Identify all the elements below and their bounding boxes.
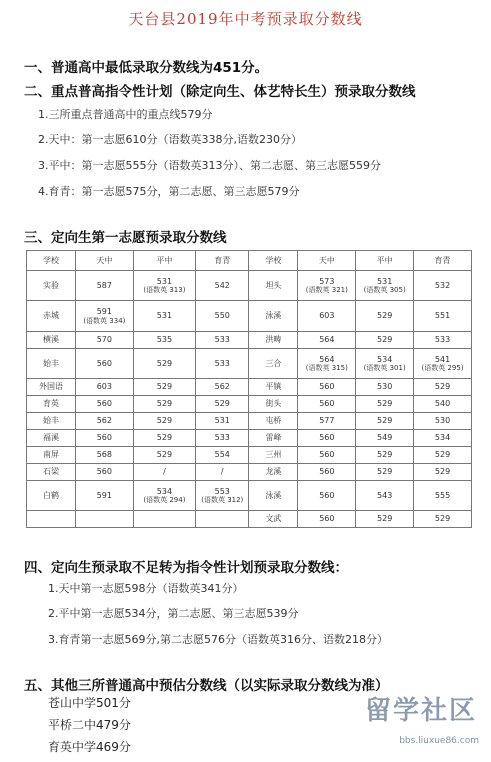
cell-value: 530 bbox=[434, 416, 451, 426]
table-cell bbox=[249, 480, 298, 510]
table-cell bbox=[75, 378, 133, 395]
cell-value: 实验 bbox=[42, 281, 59, 291]
cell-value: 560 bbox=[319, 490, 335, 500]
table-cell bbox=[133, 446, 195, 463]
table-cell bbox=[27, 412, 76, 429]
cell-value: 529 bbox=[156, 399, 173, 409]
table-cell bbox=[414, 378, 472, 395]
table-cell bbox=[27, 429, 76, 446]
table-header-cell: 天中 bbox=[75, 251, 133, 271]
cell-value: 泳溪 bbox=[265, 311, 282, 321]
cell-value: 560 bbox=[96, 467, 112, 477]
cell-value: / bbox=[220, 467, 224, 477]
table-cell bbox=[196, 348, 249, 378]
table-cell bbox=[133, 395, 195, 412]
table-cell bbox=[75, 510, 133, 527]
table-row bbox=[27, 348, 472, 378]
table-cell bbox=[414, 348, 472, 378]
table-cell bbox=[75, 480, 133, 510]
table-cell bbox=[414, 463, 472, 480]
table-cell bbox=[356, 271, 414, 301]
table-cell bbox=[298, 412, 356, 429]
section-5-heading: 五、其他三所普通高中预估分数线（以实际录取分数线为准） bbox=[24, 678, 389, 694]
cell-value: 560 bbox=[319, 467, 335, 477]
cell-value: 591 bbox=[96, 307, 112, 317]
table-cell bbox=[75, 429, 133, 446]
table-cell bbox=[249, 446, 298, 463]
cell-value: 街头 bbox=[265, 399, 282, 409]
cell-value: 568 bbox=[96, 450, 112, 460]
cell-value: 603 bbox=[319, 311, 335, 321]
table-row bbox=[27, 480, 472, 510]
table-cell bbox=[27, 510, 76, 527]
table-header-row bbox=[27, 251, 472, 271]
table-cell bbox=[27, 348, 76, 378]
table-row bbox=[27, 510, 472, 527]
cell-value: 529 bbox=[377, 467, 393, 477]
table-cell bbox=[133, 271, 195, 301]
table-cell bbox=[298, 429, 356, 446]
cell-value: 577 bbox=[319, 416, 335, 426]
table-cell bbox=[249, 510, 298, 527]
cell-value: 屯桥 bbox=[265, 416, 282, 426]
cell-value: 562 bbox=[96, 416, 112, 426]
section-4-heading: 四、定向生预录取不足转为指令性计划预录取分数线： bbox=[24, 560, 348, 576]
table-cell bbox=[27, 378, 76, 395]
table-cell bbox=[414, 412, 472, 429]
cell-value: 564 bbox=[319, 354, 335, 364]
cell-value: 560 bbox=[319, 450, 335, 460]
cell-value: 560 bbox=[96, 399, 112, 409]
table-cell bbox=[356, 510, 414, 527]
cell-value: 529 bbox=[156, 416, 173, 426]
cell-value: 533 bbox=[214, 358, 230, 368]
cell-value: 551 bbox=[434, 311, 451, 321]
cell-value: 560 bbox=[319, 433, 335, 443]
section-4-item: 3.育青第一志愿569分,第二志愿576分（语数英316分、语数218分） bbox=[48, 633, 388, 646]
cell-value: 591 bbox=[96, 490, 112, 500]
cell-value: 平镇 bbox=[265, 382, 282, 392]
score-table bbox=[26, 250, 472, 528]
cell-subscore: (语数英 321) bbox=[305, 286, 348, 295]
table-cell bbox=[356, 348, 414, 378]
cell-value: 529 bbox=[156, 358, 173, 368]
table-cell bbox=[298, 378, 356, 395]
table-cell bbox=[196, 463, 249, 480]
table-cell bbox=[414, 301, 472, 331]
cell-value: 529 bbox=[377, 450, 393, 460]
cell-value: 531 bbox=[214, 416, 230, 426]
cell-value: 坦头 bbox=[265, 281, 282, 291]
cell-value: 531 bbox=[377, 277, 393, 287]
cell-value: 533 bbox=[214, 335, 230, 345]
table-cell bbox=[196, 271, 249, 301]
cell-value: 533 bbox=[434, 335, 451, 345]
cell-value: 535 bbox=[156, 335, 173, 345]
cell-value: 529 bbox=[377, 416, 393, 426]
cell-value: 530 bbox=[377, 382, 393, 392]
table-cell bbox=[249, 395, 298, 412]
cell-value: 560 bbox=[96, 433, 112, 443]
table-cell bbox=[133, 331, 195, 348]
table-cell bbox=[298, 480, 356, 510]
cell-value: 531 bbox=[156, 277, 173, 287]
cell-value: 560 bbox=[319, 382, 335, 392]
table-cell bbox=[298, 301, 356, 331]
table-cell bbox=[75, 412, 133, 429]
table-cell bbox=[414, 446, 472, 463]
cell-value: 泳溪 bbox=[265, 490, 282, 500]
cell-value: 532 bbox=[434, 281, 451, 291]
cell-value: 533 bbox=[214, 433, 230, 443]
table-header-cell: 学校 bbox=[27, 251, 76, 271]
cell-subscore: (语数英 294) bbox=[143, 495, 186, 504]
cell-subscore: (语数英 295) bbox=[421, 363, 464, 372]
table-cell bbox=[414, 429, 472, 446]
table-header-cell: 平中 bbox=[356, 251, 414, 271]
section-1-heading: 一、普通高中最低录取分数线为451分。 bbox=[24, 60, 269, 76]
table-cell bbox=[249, 301, 298, 331]
cell-value: 福溪 bbox=[42, 433, 59, 443]
cell-value: / bbox=[163, 467, 166, 477]
watermark-url: bbs.liuxue86.com bbox=[399, 736, 479, 746]
table-cell bbox=[133, 429, 195, 446]
table-cell bbox=[298, 446, 356, 463]
table-cell bbox=[75, 348, 133, 378]
cell-value: 529 bbox=[434, 382, 451, 392]
table-header-cell: 育青 bbox=[414, 251, 472, 271]
table-cell bbox=[298, 331, 356, 348]
table-cell bbox=[196, 510, 249, 527]
section-2-item: 4.育青：第一志愿575分，第二志愿、第三志愿579分 bbox=[38, 185, 300, 198]
table-cell bbox=[196, 331, 249, 348]
cell-value: 542 bbox=[214, 281, 230, 291]
table-cell bbox=[75, 463, 133, 480]
cell-value: 529 bbox=[156, 433, 173, 443]
table-cell bbox=[27, 271, 76, 301]
cell-value: 555 bbox=[434, 490, 451, 500]
cell-value: 529 bbox=[214, 399, 230, 409]
table-cell bbox=[356, 331, 414, 348]
cell-value: 三州 bbox=[265, 450, 282, 460]
cell-value: 534 bbox=[156, 486, 173, 496]
cell-value: 横溪 bbox=[42, 335, 59, 345]
table-row bbox=[27, 331, 472, 348]
table-cell bbox=[196, 446, 249, 463]
table-cell bbox=[356, 301, 414, 331]
cell-value: 564 bbox=[319, 335, 335, 345]
table-cell bbox=[133, 348, 195, 378]
table-cell bbox=[27, 446, 76, 463]
table-header-cell: 学校 bbox=[249, 251, 298, 271]
table-row bbox=[27, 412, 472, 429]
table-cell bbox=[27, 395, 76, 412]
cell-value: 529 bbox=[377, 399, 393, 409]
table-row bbox=[27, 446, 472, 463]
cell-value: 始丰 bbox=[42, 358, 59, 368]
cell-value: 石梁 bbox=[42, 467, 59, 477]
cell-value: 534 bbox=[377, 354, 393, 364]
cell-subscore: (语数英 305) bbox=[363, 286, 406, 295]
table-header-cell: 育青 bbox=[196, 251, 249, 271]
cell-value: 534 bbox=[434, 433, 451, 443]
cell-value: 570 bbox=[96, 335, 112, 345]
table-cell bbox=[196, 412, 249, 429]
table-cell bbox=[414, 395, 472, 412]
cell-value: 543 bbox=[377, 490, 393, 500]
cell-value: 553 bbox=[214, 486, 230, 496]
cell-value: 529 bbox=[156, 450, 173, 460]
cell-value: 529 bbox=[377, 514, 393, 524]
table-cell bbox=[249, 463, 298, 480]
table-cell bbox=[249, 412, 298, 429]
cell-value: 南屏 bbox=[42, 450, 59, 460]
watermark-logo-text: 留学社区 bbox=[364, 696, 477, 726]
table-cell bbox=[133, 301, 195, 331]
table-cell bbox=[133, 412, 195, 429]
table-cell bbox=[249, 429, 298, 446]
section-5-item: 苍山中学501分 bbox=[48, 696, 131, 710]
table-cell bbox=[414, 331, 472, 348]
section-2-item: 3.平中：第一志愿555分（语数英313分）、第二志愿、第三志愿559分 bbox=[38, 159, 381, 172]
section-4-item: 2.平中第一志愿534分，第二志愿、第三志愿539分 bbox=[48, 607, 299, 620]
section-2-heading: 二、重点普高指令性计划（除定向生、体艺特长生）预录取分数线 bbox=[24, 84, 416, 100]
cell-value: 三合 bbox=[265, 358, 282, 368]
cell-value: 雷峰 bbox=[265, 433, 282, 443]
table-cell bbox=[133, 378, 195, 395]
table-cell bbox=[298, 271, 356, 301]
cell-value: 550 bbox=[214, 311, 230, 321]
cell-value: 587 bbox=[96, 281, 112, 291]
table-row bbox=[27, 463, 472, 480]
table-cell bbox=[249, 331, 298, 348]
cell-value: 554 bbox=[214, 450, 230, 460]
table-cell bbox=[356, 412, 414, 429]
table-cell bbox=[298, 395, 356, 412]
table-cell bbox=[75, 331, 133, 348]
table-cell bbox=[75, 301, 133, 331]
table-header-cell: 平中 bbox=[133, 251, 195, 271]
cell-value: 562 bbox=[214, 382, 230, 392]
table-cell bbox=[249, 271, 298, 301]
cell-value: 529 bbox=[434, 514, 451, 524]
cell-subscore: (语数英 334) bbox=[83, 316, 126, 325]
cell-subscore: (语数英 315) bbox=[305, 363, 348, 372]
table-cell bbox=[133, 463, 195, 480]
cell-value: 560 bbox=[319, 514, 335, 524]
table-cell bbox=[414, 271, 472, 301]
cell-value: 龙溪 bbox=[265, 467, 282, 477]
table-cell bbox=[298, 510, 356, 527]
table-cell bbox=[27, 301, 76, 331]
table-cell bbox=[27, 480, 76, 510]
table-cell bbox=[75, 446, 133, 463]
table-cell bbox=[356, 463, 414, 480]
table-cell bbox=[249, 348, 298, 378]
section-2-item: 2.天中：第一志愿610分（语数英338分,语数230分） bbox=[38, 133, 302, 146]
cell-value: 529 bbox=[156, 382, 173, 392]
cell-value: 529 bbox=[377, 311, 393, 321]
table-cell bbox=[356, 446, 414, 463]
cell-value: 560 bbox=[319, 399, 335, 409]
table-row bbox=[27, 301, 472, 331]
table-row bbox=[27, 378, 472, 395]
cell-value: 549 bbox=[377, 433, 393, 443]
table-cell bbox=[298, 463, 356, 480]
cell-value: 外国语 bbox=[38, 382, 63, 392]
cell-value: 573 bbox=[319, 277, 335, 287]
table-cell bbox=[75, 395, 133, 412]
table-cell bbox=[75, 271, 133, 301]
table-cell bbox=[27, 463, 76, 480]
cell-value: 531 bbox=[156, 311, 173, 321]
section-3-heading: 三、定向生第一志愿预录取分数线 bbox=[24, 230, 227, 246]
page-title: 天台县2019年中考预录取分数线 bbox=[128, 10, 363, 28]
table-row bbox=[27, 429, 472, 446]
table-row bbox=[27, 271, 472, 301]
table-cell bbox=[249, 378, 298, 395]
cell-subscore: (语数英 313) bbox=[143, 286, 186, 295]
table-cell bbox=[196, 378, 249, 395]
cell-subscore: (语数英 301) bbox=[363, 363, 406, 372]
cell-value: 529 bbox=[434, 450, 451, 460]
cell-value: 540 bbox=[434, 399, 451, 409]
table-cell bbox=[356, 378, 414, 395]
section-4-item: 1.天中第一志愿598分（语数英341分） bbox=[48, 582, 244, 595]
table-cell bbox=[133, 510, 195, 527]
table-cell bbox=[356, 395, 414, 412]
table-cell bbox=[356, 480, 414, 510]
section-5-item: 平桥二中479分 bbox=[48, 718, 131, 732]
table-cell bbox=[298, 348, 356, 378]
section-2-item: 1.三所重点普通高中的重点线579分 bbox=[38, 108, 213, 121]
table-cell bbox=[27, 331, 76, 348]
table-cell bbox=[133, 480, 195, 510]
table-cell bbox=[414, 480, 472, 510]
table-cell bbox=[414, 510, 472, 527]
cell-value: 529 bbox=[377, 335, 393, 345]
cell-value: 白鹤 bbox=[42, 490, 59, 500]
cell-value: 洪畴 bbox=[265, 335, 282, 345]
cell-subscore: (语数英 312) bbox=[201, 495, 244, 504]
cell-value: 541 bbox=[434, 354, 451, 364]
cell-value: 赤城 bbox=[42, 311, 59, 321]
table-cell bbox=[356, 429, 414, 446]
cell-value: 529 bbox=[434, 467, 451, 477]
cell-value: 603 bbox=[96, 382, 112, 392]
cell-value: 文武 bbox=[265, 514, 282, 524]
table-cell bbox=[196, 480, 249, 510]
table-row bbox=[27, 395, 472, 412]
section-5-item: 育英中学469分 bbox=[48, 740, 131, 754]
table-cell bbox=[196, 395, 249, 412]
table-header-cell: 天中 bbox=[298, 251, 356, 271]
cell-value: 育英 bbox=[42, 399, 59, 409]
table-cell bbox=[196, 429, 249, 446]
table-cell bbox=[196, 301, 249, 331]
cell-value: 560 bbox=[96, 358, 112, 368]
cell-value: 始丰 bbox=[42, 416, 59, 426]
